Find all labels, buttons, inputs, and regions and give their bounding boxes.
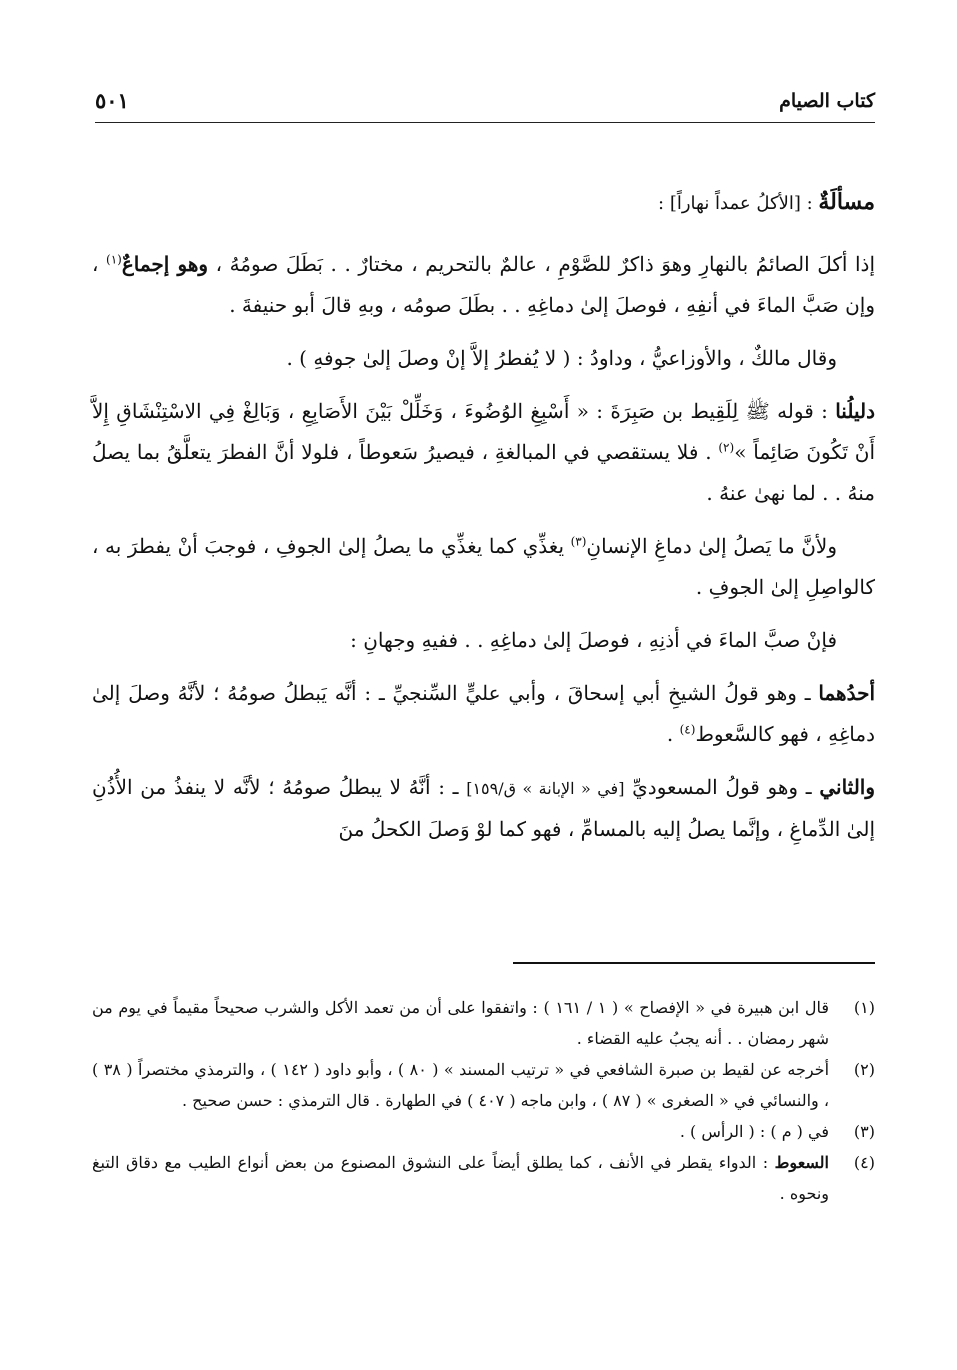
paragraph-first-view xyxy=(92,673,875,755)
bold-term: والثاني xyxy=(819,775,876,799)
paragraph-reasoning xyxy=(92,526,875,608)
footnote-marker: (٤) xyxy=(679,722,696,737)
footnote-number: (١) xyxy=(853,998,875,1017)
paragraph-text: ـ وهو قولُ الشيخِ أبي إسحاقَ ، وأبي عليٍّ السِّنجيِّ ـ : أنَّه يَبطلُ صومُهُ ؛ لأنَّهُ وصلَ إلىٰ دماغِهِ ، فهو كالسَّعوط xyxy=(92,681,875,746)
issue-heading xyxy=(92,182,875,224)
footnote xyxy=(92,992,875,1054)
paragraph-text: إذا أكلَ الصائمُ بالنهارِ وهوَ ذاكرٌ للصَّوْمِ ، عالمٌ بالتحريم ، مختارٌ . . بَطَلَ صومُهُ ، xyxy=(208,252,875,276)
footnote-text: قال ابن هبيرة في « الإفصاح » ( ١ / ١٦١ ) : واتفقوا على أن من تعمد الأكل والشرب صحيحاً مقيماً في يوم من شهر رمضان . . أنه يجبُ عليه القضاء . xyxy=(92,998,830,1048)
main-text xyxy=(92,182,875,862)
paragraph-evidence xyxy=(92,391,875,514)
paragraph-text: يغذِّي كما يغذِّي ما يصلُ إلىٰ الجوفِ ، فوجبَ أنْ يفطرَ به ، كالواصِلِ إلىٰ الجوفِ . xyxy=(92,534,875,599)
issue-heading-word: مسألَةٌ xyxy=(818,189,875,215)
paragraph-text: : قوله ﷺ لِلَقِيط بن صَبِرَةَ : « أَسْبِغِ الوُضُوءَ ، وَخَلِّلْ بَيْنَ الأَصَابِعِ ، وَبَالِغْ فِي الاسْتِنْشَاقِ إِلاَّ أَنْ تَكُونَ صَائِماً » xyxy=(92,399,876,464)
footnotes xyxy=(92,992,875,1209)
footnote-definition: : الدواء يقطر في الأنف ، كما يطلق أيضاً على النشوق المصنوع من بعض أنواع الطيب مع دقاق التبغ ونحوه . xyxy=(92,1153,829,1203)
footnote-separator xyxy=(513,962,875,964)
paragraph-text: . xyxy=(666,722,680,746)
footnote-number: (٢) xyxy=(853,1060,875,1079)
paragraph-text: . فلا يستقصي في المبالغةِ ، فيصيرُ سَعوطاً ، فلولا أنَّ الفطرَ يتعلَّقُ بما يصلُ منهُ . . لما نهىٰ عنهُ . xyxy=(92,440,875,505)
footnote xyxy=(92,1147,875,1209)
page-header xyxy=(95,82,875,123)
running-title: كتاب الصيام xyxy=(779,90,875,112)
bold-term: دليلُنا xyxy=(835,399,875,423)
footnote-number: (٣) xyxy=(853,1122,875,1141)
footnote xyxy=(92,1116,875,1147)
footnote-text: في ( م ) : ( الرأس ) . xyxy=(679,1122,829,1141)
paragraph-text: ، وإن صَبَّ الماءَ في أنفِهِ ، فوصلَ إلىٰ دماغِهِ . . بطَلَ صومُه ، وبهِ قالَ أبو حنيفةَ . xyxy=(92,252,875,317)
paragraph-text: ـ : أنَّهُ لا يبطلُ صومُهُ ؛ لأنَّه لا ينفذُ من الأُذُنِ إلىٰ الدِّماغِ ، وإنَّما يصلُ إليه بالمسامِّ ، فهو كما لوْ وَصلَ الكحلُ منَ xyxy=(92,775,875,841)
footnote-marker: (٢) xyxy=(718,440,735,455)
paragraph-text: وقال مالكٌ ، والأوزاعيُّ ، وداودُ : ( لا يُفطرُ إلاَّ إنْ وصلَ إلىٰ جوفهِ ) . xyxy=(286,346,837,370)
issue-heading-title: : [الأكلُ عمداً نهاراً] : xyxy=(658,193,819,214)
footnote-text xyxy=(92,1147,829,1209)
inline-reference: [في « الإبانة » ق/١٥٩] xyxy=(466,779,625,798)
paragraph-opposing-view xyxy=(92,338,875,379)
paragraph-second-view xyxy=(92,767,875,850)
footnote xyxy=(92,1054,875,1116)
footnote-number: (٤) xyxy=(853,1153,875,1172)
paragraph-text: ـ وهو قولُ المسعوديِّ xyxy=(624,775,820,799)
paragraph-ear-case xyxy=(92,620,875,661)
bold-term: وهو إجماعٌ xyxy=(121,252,209,276)
bold-term: أحدُهما xyxy=(818,681,875,705)
page-number: ٥٠١ xyxy=(95,88,129,113)
footnote-marker: (١) xyxy=(106,252,122,267)
footnote-term: السعوط xyxy=(774,1153,829,1172)
paragraph-ruling xyxy=(92,244,875,326)
paragraph-text: ولأنَّ ما يَصلُ إلىٰ دماغِ الإنسانِ xyxy=(586,534,837,558)
paragraph-text: فإنْ صبَّ الماءَ في أذنِهِ ، فوصلَ إلىٰ دماغِهِ . . ففيهِ وجهانِ : xyxy=(350,628,837,652)
footnote-marker: (٣) xyxy=(570,534,587,549)
footnote-text: أخرجه عن لقيط بن صبرة الشافعي في « ترتيب المسند » ( ٨٠ ) ، وأبو داود ( ١٤٢ ) ، والترمذي مختصراً ( ٣٨ ) ، والنسائي في « الصغرى » ( ٨٧ ) ، وابن ماجه ( ٤٠٧ ) في الطهارة . قال الترمذي : حسن صحيح . xyxy=(92,1060,830,1110)
